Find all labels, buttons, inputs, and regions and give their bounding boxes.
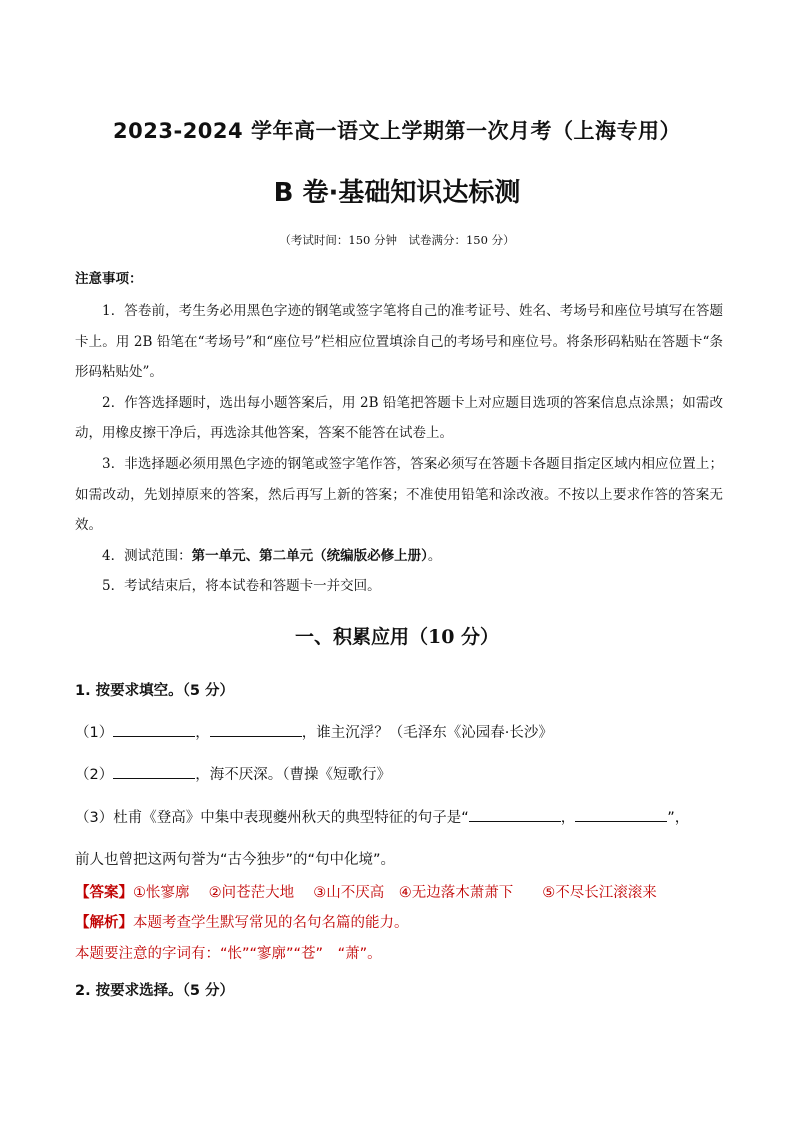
answer-blank[interactable] [575,807,667,822]
item-text: ，海不厌深。（曹操《短歌行》 [195,767,391,783]
question-2-title: 2. 按要求选择。（5 分） [75,983,235,999]
item-text: （3）杜甫《登高》中集中表现夔州秋天的典型特征的句子是“ [75,810,469,826]
answer-line [75,881,657,902]
analysis-text: 本题考查学生默写常见的名句名篇的能力。 [133,915,409,931]
notice-item-2: 2．作答选择题时，选出每小题答案后，用 2B 铅笔把答题卡上对应题目选项的答案信息点涂黑；如需改动，用橡皮擦干净后，再选涂其他答案，答案不能答在试卷上。 [75,394,723,442]
notice-item-5: 5．考试结束后，将本试卷和答题卡一并交回。 [102,578,381,595]
notice-item-4 [75,541,723,572]
notice-item-4-scope: 第一单元、第二单元（统编版必修上册） [191,547,428,564]
answer-blank[interactable] [210,722,302,737]
analysis-note: 本题要注意的字词有：“怅”“寥廓”“苍” “萧”。 [75,946,382,962]
analysis-line [75,911,409,932]
separator: ， [560,810,576,826]
answer-blank[interactable] [113,764,195,779]
notice-item-4-prefix: 4．测试范围： [102,547,192,564]
notice-heading: 注意事项： [75,271,143,287]
answer-blank[interactable] [113,722,195,737]
section-heading: 一、积累应用（10 分） [294,626,500,648]
question-1-item-3-continued: 前人也曾把这两句誉为“古今独步”的“句中化境”。 [75,852,396,868]
question-1-item-3 [75,806,689,827]
separator: ， [195,725,210,741]
notice-item-4-suffix: 。 [427,547,442,564]
question-1-title: 1. 按要求填空。（5 分） [75,683,235,699]
exam-subtitle: B 卷·基础知识达标测 [273,178,521,208]
analysis-tag: 【解析】 [75,915,133,931]
question-1-item-1 [75,721,553,742]
answer-blank[interactable] [469,807,561,822]
notice-item-3: 3．非选择题必须用黑色字迹的钢笔或签字笔作答，答案必须写在答题卡各题目指定区域内相应位置上；如需改动，先划掉原来的答案，然后再写上新的答案；不准使用铅笔和涂改液。不按以上要求作答的答案无效。 [75,455,723,534]
notice-list [75,296,723,602]
item-text: ，谁主沉浮？（毛泽东《沁园春·长沙》 [301,725,553,741]
question-1-item-2 [75,763,391,784]
item-number: （1） [75,725,114,741]
exam-time-score: （考试时间：150 分钟 试卷满分：150 分） [279,233,515,247]
exam-title: 2023-2024 学年高一语文上学期第一次月考（上海专用） [113,119,681,143]
notice-item-1: 1．答卷前，考生务必用黑色字迹的钢笔或签字笔将自己的准考证号、姓名、考场号和座位号填写在答题卡上。用 2B 铅笔在“考场号”和“座位号”栏相应位置填涂自己的考场号和座位号。将条形码粘贴在答题卡“条形码粘贴处”。 [75,303,723,381]
item-text-end: ”， [667,810,690,826]
answer-tag: 【答案】 [75,885,133,901]
answer-text: ①怅寥廓 ②问苍茫大地 ③山不厌高 ④无边落木萧萧下 ⑤不尽长江滚滚来 [133,885,657,901]
item-number: （2） [75,767,114,783]
